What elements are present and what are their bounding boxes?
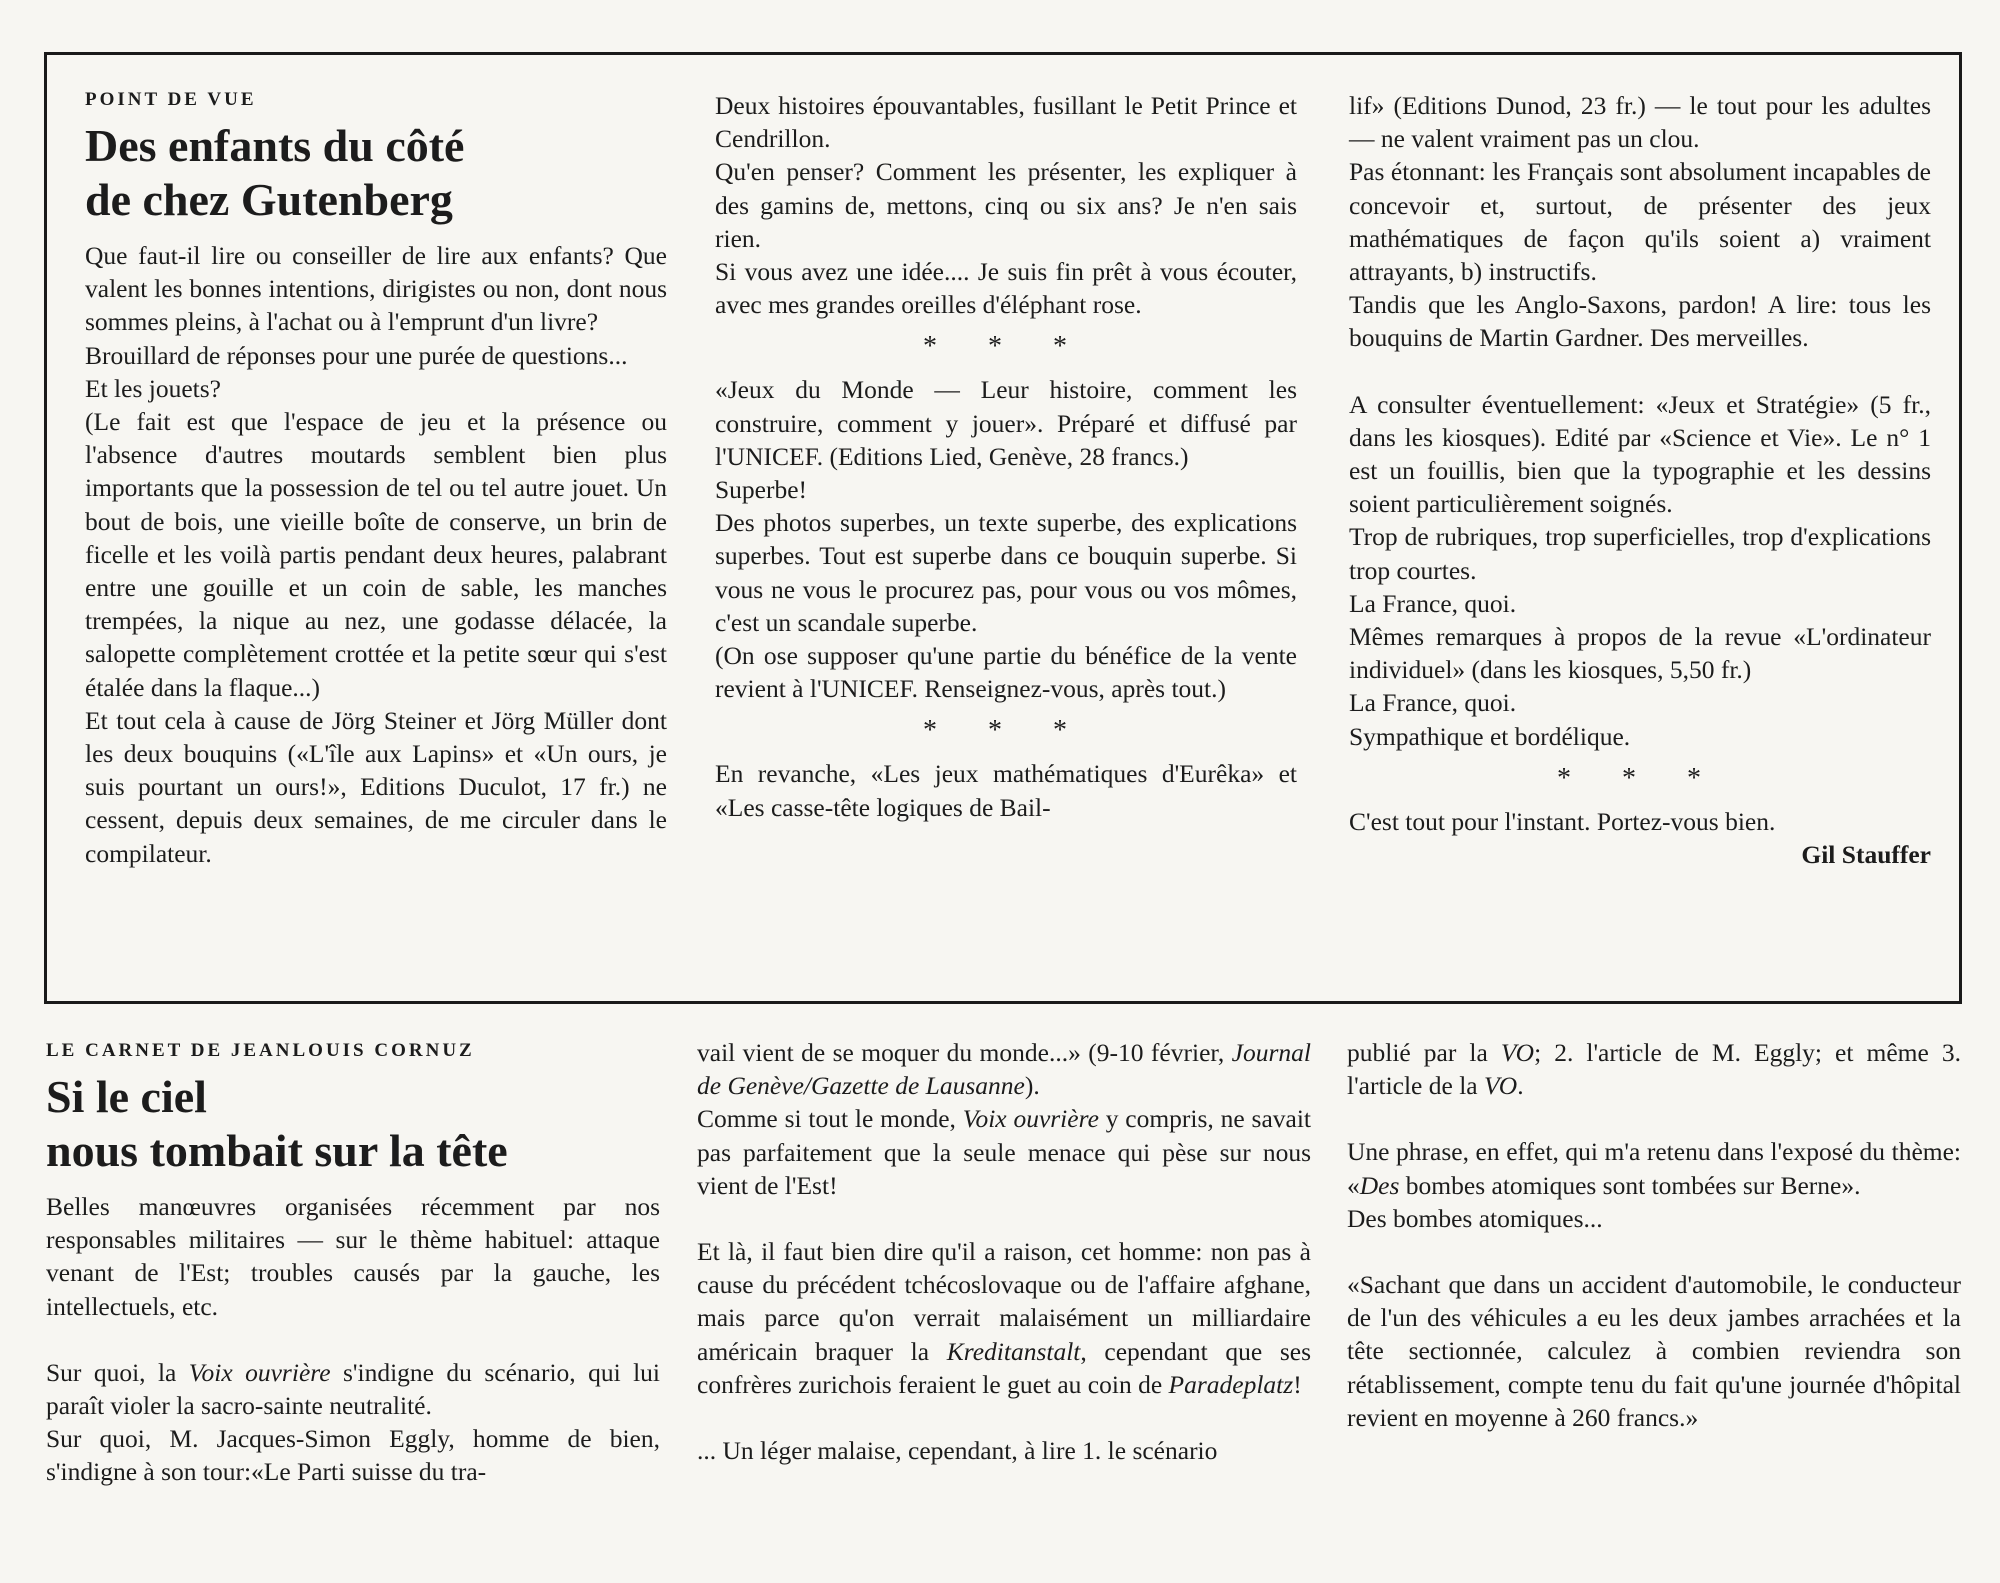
article2-body-col3 — [1347, 1036, 1961, 1434]
article1-column-3 — [1349, 89, 1931, 871]
paragraph: Deux histoires épouvantables, fusillant le Petit Prince et Cendrillon. — [715, 91, 1297, 154]
paragraph: publié par la VO; 2. l'article de M. Eggly; et même 3. l'article de la VO. — [1347, 1038, 1961, 1101]
article1-body-col2 — [715, 89, 1297, 824]
paragraph: Des photos superbes, un texte superbe, des explications superbes. Tout est superbe dans ce bouquin superbe. Si vous ne vous le procurez pas, pour vous ou vos mômes, c'est un scandale superbe. — [715, 508, 1297, 637]
article1-kicker: POINT DE VUE — [85, 89, 257, 110]
paragraph: Superbe! — [715, 475, 808, 505]
paragraph: Sur quoi, la Voix ouvrière s'indigne du scénario, qui lui paraît violer la sacro-sainte neutralité. — [46, 1357, 660, 1421]
paragraph: Belles manœuvres organisées récemment par nos responsables militaires — sur le thème habituel: attaque venant de l'Est; troubles causés par la gauche, les intellectuels, etc. — [46, 1192, 660, 1321]
article1-body-col3 — [1349, 89, 1931, 871]
article2-column-1 — [46, 1040, 660, 1489]
italic-title: Journal de Genève/Gazette de Lausanne — [697, 1038, 1311, 1101]
article2-headline — [46, 1070, 660, 1178]
article1-column-1 — [85, 89, 667, 870]
section-separator-stars: * * * — [923, 331, 1089, 363]
article2-headline-line-1: Si le ciel — [46, 1071, 207, 1122]
paragraph: Des bombes atomiques... — [1347, 1203, 1603, 1233]
article1-headline — [85, 119, 667, 227]
italic-place: Paradeplatz — [1168, 1369, 1294, 1399]
italic-word: Des — [1359, 1170, 1400, 1200]
paragraph: Que faut-il lire ou conseiller de lire aux enfants? Que valent les bonnes intentions, dirigistes ou non, dont nous sommes pleins, à l'achat ou à l'emprunt d'un livre? — [85, 241, 667, 337]
paragraph: La France, quoi. — [1349, 588, 1517, 618]
article2-headline-line-2: nous tombait sur la tête — [46, 1125, 508, 1176]
paragraph: «Jeux du Monde — Leur histoire, comment les construire, comment y jouer». Préparé et diffusé par l'UNICEF. (Editions Lied, Genève, 28 francs.) — [715, 375, 1297, 471]
paragraph: C'est tout pour l'instant. Portez-vous bien. — [1349, 806, 1776, 836]
paragraph: lif» (Editions Dunod, 23 fr.) — le tout pour les adultes — ne valent vraiment pas un clou. — [1349, 91, 1931, 154]
article2-body-col2 — [697, 1036, 1311, 1467]
paragraph: Et là, il faut bien dire qu'il a raison, cet homme: non pas à cause du précédent tchécoslovaque ou de l'affaire afghane, mais parce qu'on verrait malaisément un milliardaire américain braquer la Kreditanstalt, cependant que ses confrères zurichois feraient le guet au coin de Paradeplatz! — [697, 1237, 1312, 1399]
paragraph: (On ose supposer qu'une partie du bénéfice de la vente revient à l'UNICEF. Renseignez-vous, après tout.) — [715, 641, 1297, 704]
paragraph: Qu'en penser? Comment les présenter, les expliquer à des gamins de, mettons, cinq ou six ans? Je n'en sais rien. — [715, 157, 1297, 253]
article2-column-2 — [697, 1036, 1311, 1467]
paragraph: Pas étonnant: les Français sont absolument incapables de concevoir et, surtout, de présenter des jeux mathématiques de façon qu'ils soient a) vraiment attrayants, b) instructifs. — [1349, 157, 1931, 287]
paragraph: Trop de rubriques, trop superficielles, trop d'explications trop courtes. — [1349, 522, 1931, 585]
paragraph: «Sachant que dans un accident d'automobile, le conducteur de l'un des véhicules a eu les deux jambes arrachées et la tête sectionnée, calculez à combien reviendra son rétablissement, compte tenu du fait qu'une journée d'hôpital revient en moyenne à 260 francs.» — [1347, 1270, 1961, 1432]
section-separator-stars: * * * — [923, 715, 1089, 747]
section-separator-stars: * * * — [1557, 762, 1723, 794]
article2-column-3 — [1347, 1036, 1961, 1434]
paragraph: A consulter éventuellement: «Jeux et Stratégie» (5 fr., dans les kiosques). Edité par «Science et Vie». Le n° 1 est un fouillis, bien que la typographie et les dessins soient particulièrement soignés. — [1349, 389, 1931, 519]
article-box-point-de-vue — [44, 52, 1962, 1004]
paragraph: Si vous avez une idée.... Je suis fin prêt à vous écouter, avec mes grandes oreilles d'éléphant rose. — [715, 257, 1297, 320]
paragraph: Brouillard de réponses pour une purée de questions... — [85, 340, 628, 370]
paragraph: La France, quoi. — [1349, 688, 1517, 718]
italic-title: Voix ouvrière — [188, 1357, 331, 1387]
paragraph: Comme si tout le monde, Voix ouvrière y compris, ne savait pas parfaitement que la seule menace qui pèse sur nous vient de l'Est! — [697, 1104, 1312, 1200]
article1-headline-line-1: Des enfants du côté — [85, 120, 465, 171]
paragraph: ... Un léger malaise, cependant, à lire 1. le scénario — [697, 1436, 1218, 1466]
article2-body-col1 — [46, 1190, 660, 1489]
author-signature: Gil Stauffer — [1801, 840, 1931, 870]
italic-abbrev: VO — [1500, 1038, 1535, 1067]
article1-column-2 — [715, 89, 1297, 824]
paragraph: Et les jouets? — [85, 373, 221, 403]
paragraph: Tandis que les Anglo-Saxons, pardon! A lire: tous les bouquins de Martin Gardner. Des merveilles. — [1349, 290, 1931, 353]
italic-abbrev: VO — [1483, 1071, 1518, 1101]
italic-name: Kreditanstalt — [946, 1336, 1081, 1366]
paragraph: Sur quoi, M. Jacques-Simon Eggly, homme de bien, s'indigne à son tour:«Le Parti suisse du tra- — [46, 1424, 660, 1487]
paragraph: Et tout cela à cause de Jörg Steiner et Jörg Müller dont les deux bouquins («L'île aux Lapins» et «Un ours, je suis pourtant un ours!», Editions Duculot, 17 fr.) ne cessent, depuis deux semaines, de me circuler dans le compilateur. — [85, 705, 667, 868]
article1-headline-line-2: de chez Gutenberg — [85, 174, 453, 225]
article2-kicker: LE CARNET DE JEANLOUIS CORNUZ — [46, 1040, 475, 1061]
paragraph: vail vient de se moquer du monde...» (9-10 février, Journal de Genève/Gazette de Lausanne). — [697, 1038, 1311, 1101]
paragraph: En revanche, «Les jeux mathématiques d'Eurêka» et «Les casse-tête logiques de Bail- — [715, 759, 1297, 822]
paragraph: (Le fait est que l'espace de jeu et la présence ou l'absence d'autres moutards semblent bien plus importants que la possession de tel ou tel autre jouet. Un bout de bois, une vieille boîte de conserve, un brin de ficelle et les voilà partis pendant deux heures, palabrant entre une gouille et un coin de sable, les manches trempées, la nique au nez, une godasse délacée, la salopette complètement crottée et la petite sœur qui s'est étalée dans la flaque...) — [85, 407, 667, 702]
paragraph: Sympathique et bordélique. — [1349, 721, 1631, 751]
paragraph: Une phrase, en effet, qui m'a retenu dans l'exposé du thème: «Des bombes atomiques sont tombées sur Berne». — [1347, 1137, 1961, 1200]
paragraph: Mêmes remarques à propos de la revue «L'ordinateur individuel» (dans les kiosques, 5,50 fr.) — [1349, 622, 1931, 685]
italic-title: Voix ouvrière — [962, 1104, 1099, 1134]
article1-body-col1 — [85, 239, 667, 870]
